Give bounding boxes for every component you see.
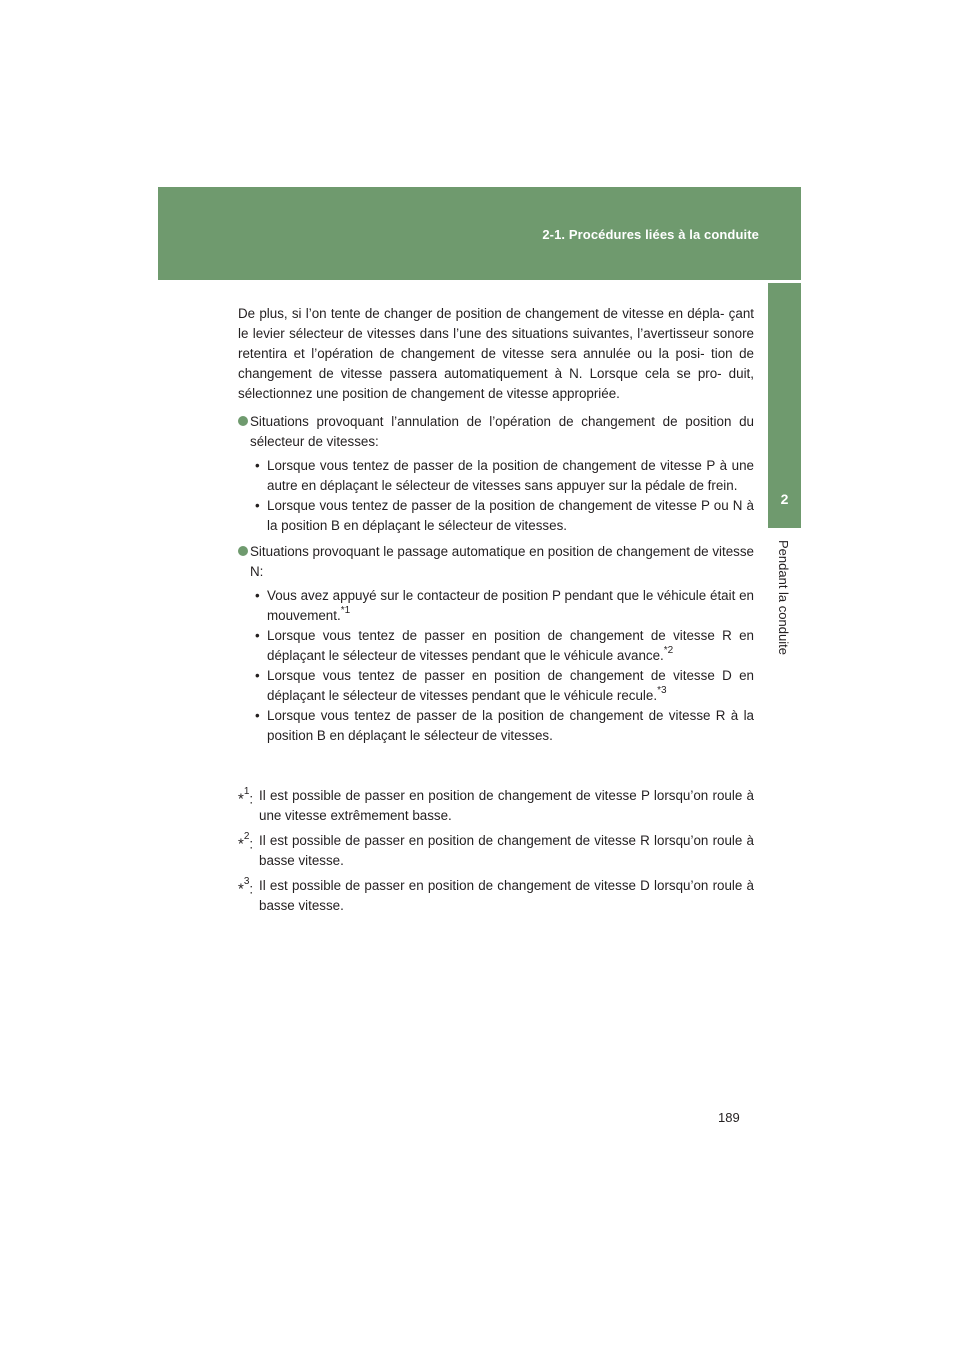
section-heading [238,412,754,452]
bullet-dot-icon [238,416,248,426]
chapter-header [158,187,801,280]
chapter-tab [768,283,801,528]
footnote-mark: *$^2$: [238,831,254,853]
section-title: 2-1. Procédures liées à la conduite [542,227,759,242]
page-number: 189 [718,1110,740,1125]
footnote-mark: *$^3$: [238,876,254,898]
chapter-label-area [768,540,801,675]
list-item [238,496,754,536]
list-item-text: Vous avez appuyé sur le contacteur de position P pendant que le véhicule était en mouvement. [267,588,754,623]
bullet-icon: • [255,498,260,513]
section-passage-n [238,542,754,746]
list-item [238,456,754,496]
bullet-icon: • [255,628,260,643]
footnote-text: Il est possible de passer en position de changement de vitesse P lorsqu’on roule à une vitesse extrêmement basse. [259,788,754,823]
section-heading [238,542,754,582]
footnote [238,876,754,916]
chapter-label: Pendant la conduite [776,540,791,655]
footnote [238,786,754,826]
section-heading-text: Situations provoquant le passage automatique en position de changement de vitesse N: [250,544,754,579]
list-item [238,666,754,706]
footnote-ref: *2 [663,644,674,656]
item-list [238,456,754,536]
chapter-number: 2 [780,491,789,507]
section-annulation [238,412,754,536]
list-item-text: Lorsque vous tentez de passer de la position de changement de vitesse P à une autre en déplaçant le sélecteur de vitesses sans appuyer sur la pédale de frein. [267,458,754,493]
page-body [238,304,754,752]
list-item-text: Lorsque vous tentez de passer en position de changement de vitesse D en déplaçant le sélecteur de vitesses pendant que le véhicule recule. [267,668,754,703]
footnote [238,831,754,871]
footnotes [238,786,754,921]
footnote-text: Il est possible de passer en position de changement de vitesse D lorsqu’on roule à basse vitesse. [259,878,754,913]
footnote-ref: *3 [657,684,667,696]
bullet-icon: • [255,708,260,723]
bullet-icon: • [255,458,260,473]
list-item-text: Lorsque vous tentez de passer de la position de changement de vitesse R à la position B en déplaçant le sélecteur de vitesses. [267,708,754,743]
list-item [238,586,754,626]
intro-paragraph: De plus, si l’on tente de changer de position de changement de vitesse en dépla- çant le levier sélecteur de vitesses dans l’une des situations suivantes, l’avertisseur sonore retentira et l’opération de changement de vitesse sera annulée ou la posi- tion de changement de vitesse passera automatiquement à N. Lorsque cela se pro- duit, sélectionnez une position de changement de vitesse appropriée. [238,306,754,401]
bullet-dot-icon [238,546,248,556]
footnote-mark: *$^1$: [238,786,254,808]
bullet-icon: • [255,668,260,683]
list-item [238,626,754,666]
list-item-text: Lorsque vous tentez de passer de la position de changement de vitesse P ou N à la position B en déplaçant le sélecteur de vitesses. [267,498,754,533]
footnote-text: Il est possible de passer en position de changement de vitesse R lorsqu’on roule à basse vitesse. [259,833,754,868]
bullet-icon: • [255,588,260,603]
footnote-ref: *1 [340,604,351,616]
section-heading-text: Situations provoquant l’annulation de l’opération de changement de position du sélecteur de vitesses: [250,414,754,449]
list-item-text: Lorsque vous tentez de passer en position de changement de vitesse R en déplaçant le sélecteur de vitesses pendant que le véhicule avance. [267,628,754,663]
list-item [238,706,754,746]
item-list [238,586,754,746]
